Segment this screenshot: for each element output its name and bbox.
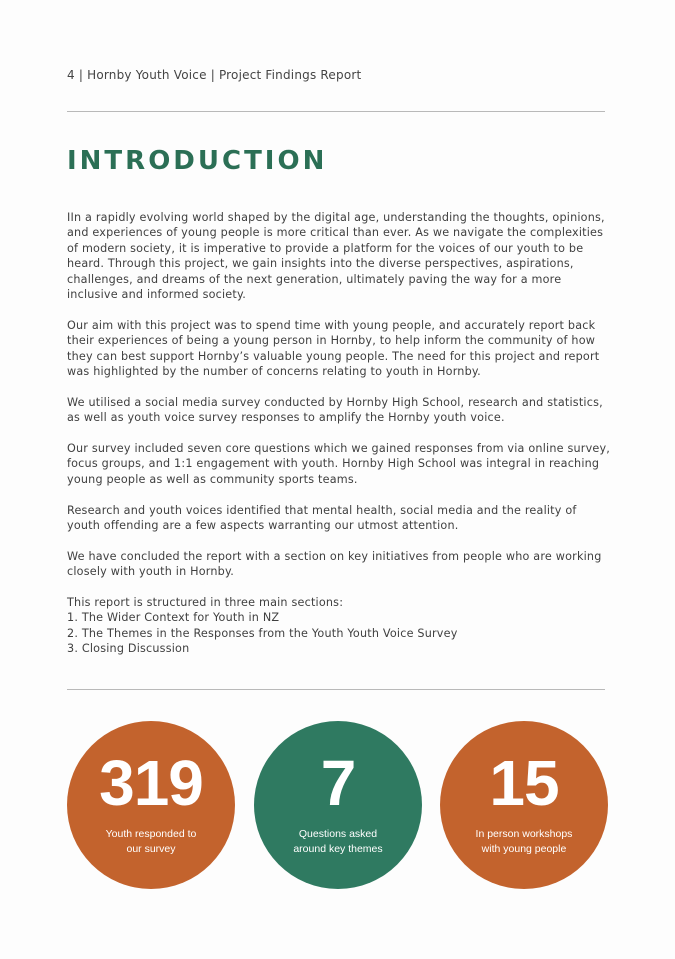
structure-item-2: 2. The Themes in the Responses from the Youth Youth Voice Survey [67, 626, 458, 640]
stat-caption [268, 827, 408, 857]
stat-number: 7 [320, 747, 356, 819]
paragraph-6: We have concluded the report with a section on key initiatives from people who are working closely with youth in Hornby. [67, 549, 602, 579]
structure-intro: This report is structured in three main sections: [67, 596, 344, 610]
introduction-body [67, 210, 612, 657]
stat-caption-line: with young people [481, 843, 567, 855]
stat-caption-line: Youth responded to [105, 828, 197, 840]
structure-item-3: 3. Closing Discussion [67, 642, 190, 656]
stat-circle-questions-asked [254, 721, 422, 889]
page-title: INTRODUCTION [67, 146, 328, 176]
header-divider [67, 111, 605, 112]
section-divider [67, 689, 605, 690]
page-header: 4 | Hornby Youth Voice | Project Findings Report [67, 68, 362, 82]
structure-list [67, 610, 612, 656]
structure-item-1: 1. The Wider Context for Youth in NZ [67, 611, 280, 625]
stat-caption [454, 827, 594, 857]
stat-caption [81, 827, 221, 857]
paragraph-5: Research and youth voices identified that mental health, social media and the reality of youth offending are a few aspects warranting our utmost attention. [67, 503, 577, 533]
paragraph-2: Our aim with this project was to spend time with young people, and accurately report back their experiences of being a young person in Hornby, to help inform the community of how they can best support Hornby’s valuable young people. The need for this project and report was highlighted by the number of concerns relating to youth in Hornby. [67, 318, 600, 379]
stat-caption-line: In person workshops [475, 828, 573, 840]
stat-circle-workshops [440, 721, 608, 889]
stat-caption-line: around key themes [293, 843, 383, 855]
stat-number: 319 [99, 747, 203, 819]
stat-number: 15 [489, 747, 559, 819]
stat-caption-line: Questions asked [298, 828, 378, 840]
paragraph-3: We utilised a social media survey conducted by Hornby High School, research and statistics, as well as youth voice survey responses to amplify the Hornby youth voice. [67, 395, 603, 425]
stat-caption-line: our survey [126, 843, 176, 855]
stat-circle-youth-responded [67, 721, 235, 889]
paragraph-1: IIn a rapidly evolving world shaped by the digital age, understanding the thoughts, opinions, and experiences of young people is more critical than ever. As we navigate the complexities of modern society, it is imperative to provide a platform for the voices of our youth to be heard. Through this project, we gain insights into the diverse perspectives, aspirations, challenges, and dreams of the next generation, ultimately paving the way for a more inclusive and informed society. [67, 211, 605, 302]
paragraph-4: Our survey included seven core questions which we gained responses from via online survey, focus groups, and 1:1 engagement with youth. Hornby High School was integral in reaching young people as well as community sports teams. [67, 442, 611, 486]
